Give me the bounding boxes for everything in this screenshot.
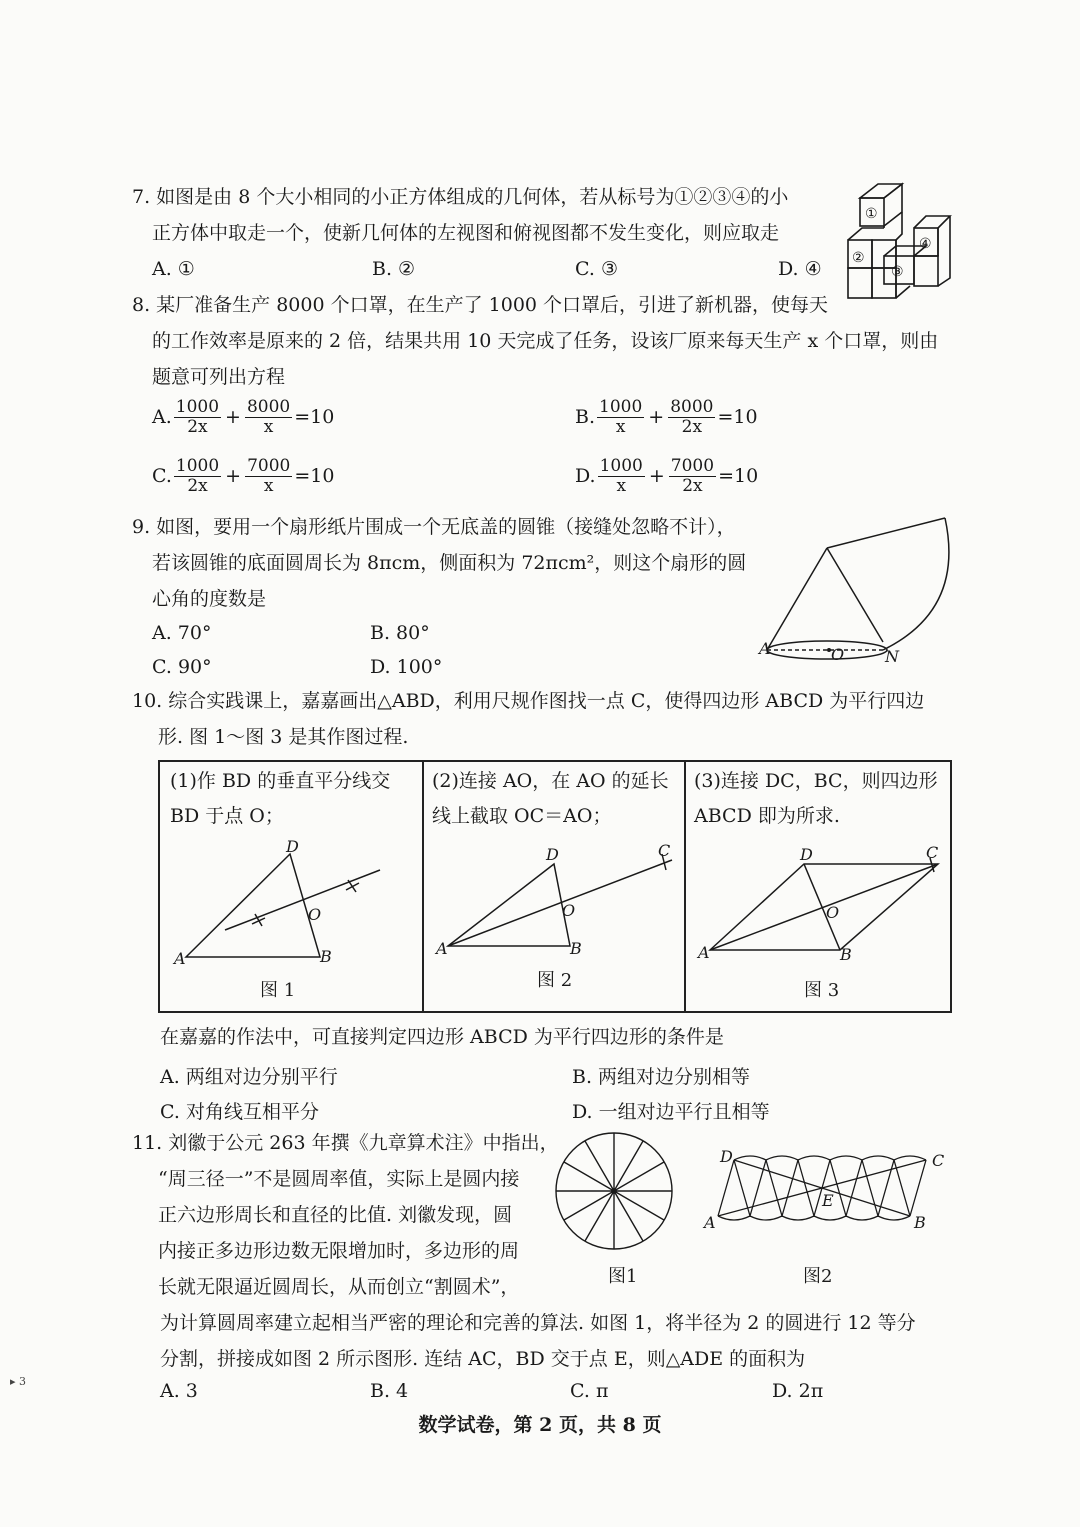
page-footer: 数学试卷，第 2 页，共 8 页 <box>418 1414 662 1436</box>
q8-line3: 题意可列出方程 <box>152 366 286 388</box>
fig3-label-d: D <box>800 845 813 864</box>
q9-option-d: D. 100° <box>370 656 443 678</box>
q11-fig2-caption: 图2 <box>803 1266 833 1287</box>
q11-option-c: C. π <box>570 1380 609 1402</box>
q10-step-3-text: (3)连接 DC，BC，则四边形 ABCD 即为所求. <box>694 770 938 827</box>
q7-cube-figure <box>840 178 960 303</box>
q8-option-b: B. $\frac{1000}{x}$ + $\frac{8000}{2x}$ =10 <box>575 397 758 437</box>
fig2-label-o: O <box>562 901 576 920</box>
q10-step-2-text: (2)连接 AO，在 AO 的延长线上截取 OC＝AO； <box>432 770 669 827</box>
cone-label-a: A <box>759 639 771 658</box>
q9-line2: 若该圆锥的底面圆周长为 8πcm，侧面积为 72πcm²，则这个扇形的圆 <box>152 552 747 574</box>
q10-step-3 <box>684 762 948 1011</box>
q10-step-1 <box>160 762 424 1011</box>
q11-line7: 分割，拼接成如图 2 所示图形. 连结 AC，BD 交于点 E，则△ADE 的面积为 <box>160 1348 806 1370</box>
q8-line2: 的工作效率是原来的 2 倍，结果共用 10 天完成了任务，设该厂原来每天生产 x 个口罩，则由 <box>152 330 939 352</box>
fig2-label-d2: D <box>720 1147 733 1166</box>
fig3-label-c: C <box>926 843 939 862</box>
fig1-label-d: D <box>286 837 299 856</box>
q9-option-a: A. 70° <box>152 622 212 644</box>
cone-label-o: O <box>831 645 845 664</box>
q11-fig1-circle <box>550 1133 680 1253</box>
q11-fig1-caption: 图1 <box>608 1266 638 1287</box>
fig1-label-b: B <box>320 947 332 966</box>
q9-line3: 心角的度数是 <box>152 588 267 610</box>
fig2-label-a: A <box>436 939 448 958</box>
fig1-label-a: A <box>174 949 186 968</box>
fig2-label-e: E <box>822 1191 834 1210</box>
fig2-label-c: C <box>658 841 671 860</box>
q10-fig2 <box>432 841 677 958</box>
q10-option-b: B. 两组对边分别相等 <box>572 1066 751 1088</box>
q11-line5: 长就无限逼近圆周长，从而创立“割圆术”， <box>158 1276 520 1298</box>
q10-fig1-caption: 图 1 <box>260 980 296 1001</box>
q11-line3: 正六边形周长和直径的比值. 刘徽发现，圆 <box>158 1204 513 1226</box>
fig2-label-c2: C <box>932 1151 945 1170</box>
cone-label-n: N <box>885 647 899 666</box>
q7-line1: 7. 如图是由 8 个大小相同的小正方体组成的几何体，若从标号为①②③④的小 <box>132 186 789 208</box>
q10-step-1-text: (1)作 BD 的垂直平分线交 BD 于点 O； <box>170 770 391 827</box>
q8-option-c: C. $\frac{1000}{2x}$ + $\frac{7000}{x}$ =10 <box>152 456 335 496</box>
q11-option-a: A. 3 <box>160 1380 198 1402</box>
q10-construction-panel <box>158 760 952 1013</box>
q10-line2: 形. 图 1～图 3 是其作图过程. <box>158 726 409 748</box>
q10-option-d: D. 一组对边平行且相等 <box>572 1101 770 1123</box>
q11-fig2-shape <box>700 1148 960 1238</box>
q9-cone-figure <box>755 510 955 670</box>
q11-option-b: B. 4 <box>370 1380 409 1402</box>
fig3-label-o: O <box>826 903 840 922</box>
q9-line1: 9. 如图，要用一个扇形纸片围成一个无底盖的圆锥（接缝处忽略不计）， <box>132 516 736 538</box>
q8-line1: 8. 某厂准备生产 8000 个口罩，在生产了 1000 个口罩后，引进了新机器，使每天 <box>132 294 829 316</box>
q10-step-2 <box>422 762 686 1011</box>
q11-line4: 内接正多边形边数无限增加时，多边形的周 <box>158 1240 520 1262</box>
fig3-label-b: B <box>840 945 852 964</box>
cube-label-3: ③ <box>891 264 904 280</box>
fig3-label-a: A <box>698 943 710 962</box>
q7-option-b: B. ② <box>372 258 416 280</box>
fig2-label-a2: A <box>704 1213 716 1232</box>
q7-line2: 正方体中取走一个，使新几何体的左视图和俯视图都不发生变化，则应取走 <box>152 222 780 244</box>
q11-option-d: D. 2π <box>772 1380 824 1402</box>
q11-line2: “周三径一”不是圆周率值，实际上是圆内接 <box>158 1168 520 1190</box>
q10-fig2-caption: 图 2 <box>537 970 573 991</box>
q7-option-c: C. ③ <box>575 258 618 280</box>
q10-line1: 10. 综合实践课上，嘉嘉画出△ABD，利用尺规作图找一点 C，使得四边形 ABCD 为平行四边 <box>132 690 925 712</box>
fig2-label-d: D <box>546 845 559 864</box>
cube-label-1: ① <box>865 206 878 222</box>
q9-option-b: B. 80° <box>370 622 430 644</box>
q11-line6: 为计算圆周率建立起相当严密的理论和完善的算法. 如图 1，将半径为 2 的圆进行 12 等分 <box>160 1312 916 1334</box>
q10-fig3 <box>694 843 944 964</box>
margin-mark: ▸ 3 <box>10 1375 27 1388</box>
fig2-label-b: B <box>570 939 582 958</box>
q10-question: 在嘉嘉的作法中，可直接判定四边形 ABCD 为平行四边形的条件是 <box>160 1026 724 1048</box>
q8-option-a: A. $\frac{1000}{2x}$ + $\frac{8000}{x}$ =10 <box>152 397 335 437</box>
q8-option-d: D. $\frac{1000}{x}$ + $\frac{7000}{2x}$ =10 <box>575 456 759 496</box>
q9-option-c: C. 90° <box>152 656 212 678</box>
q7-option-a: A. ① <box>152 258 195 280</box>
q10-fig3-caption: 图 3 <box>804 980 840 1001</box>
cube-label-4: ④ <box>919 236 932 252</box>
q11-line1: 11. 刘徽于公元 263 年撰《九章算术注》中指出， <box>132 1132 559 1154</box>
cube-label-2: ② <box>852 250 865 266</box>
q10-option-a: A. 两组对边分别平行 <box>160 1066 338 1088</box>
q10-option-c: C. 对角线互相平分 <box>160 1101 319 1123</box>
q10-fig1 <box>170 837 400 970</box>
fig1-label-o: O <box>308 905 322 924</box>
q7-option-d: D. ④ <box>778 258 822 280</box>
fig2-label-b2: B <box>914 1213 926 1232</box>
